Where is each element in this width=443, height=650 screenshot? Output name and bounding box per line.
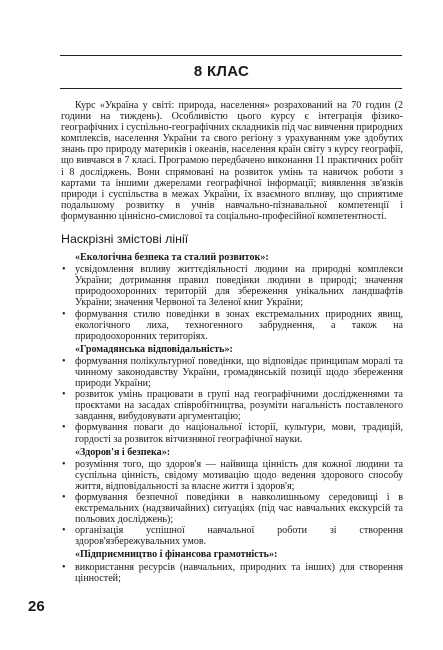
bullet-icon: •: [62, 422, 66, 434]
list-item-text: розуміння того, що здоров'я — найвища цінність для кожної людини та суспільна цінність, свідому мотивацію щодо ведення здорового способу життя, відповідальності за власне життя і здоров'я;: [75, 458, 403, 492]
list-item-text: використання ресурсів (навчальних, природних та інших) для створення цінностей;: [75, 561, 403, 584]
cross-cutting-lines: [61, 252, 403, 584]
list-item: [61, 264, 403, 308]
page-title: 8 КЛАС: [193, 63, 250, 80]
list-item-text: формування безпечної поведінки в навколишньому середовищі і в екстремальних (надзвичайних) ситуаціях (під час навчальних екскурсій та польових досліджень);: [75, 492, 403, 526]
list-item: [61, 389, 403, 422]
line-items-list: [61, 562, 403, 584]
bullet-icon: •: [62, 458, 66, 470]
bullet-icon: •: [62, 308, 66, 320]
line-heading: «Екологічна безпека та сталий розвиток»:: [75, 252, 269, 264]
line-heading: «Громадянська відповідальність»:: [75, 343, 233, 355]
list-item-text: організація успішної навчальної роботи зі створення здоров'язбережувальних умов.: [75, 525, 403, 548]
title-rule-bottom: [60, 88, 402, 89]
page-content: [61, 100, 403, 584]
line-items-list: [61, 459, 403, 548]
list-item-text: формування стилю поведінки в зонах екстремальних природних явищ, екологічного лиха, техногенного забруднення, а також на природоохоронних територіях.: [75, 308, 403, 342]
line-items-list: [61, 356, 403, 445]
list-item: [61, 356, 403, 389]
intro-paragraph: Курс «Україна у світі: природа, населення» розрахований на 70 годин (2 години на тиждень). Особливістю цього курсу є інтеграція фізико-географічних і суспільно-географічних складників під час вивчення природних комплексів, населення України та свого регіону з урахуванням уже здобутих знань про природу материків і океанів, населення країн світу з курсу географії, що вивчався в 7 класі. Програмою передбачено виконання 11 практичних робіт і 8 досліджень. Вони спрямовані на розвиток умінь та навичок роботи з картами та іншими джерелами географічної інформації; виявлення зв'язків природи і суспільства в межах України, їх взаємного впливу, що сприятиме подальшому розвитку в учнів навчально-пізнавальної компетенції і формуванню ціннісно-смислової та соціально-професійної компетентності.: [61, 100, 403, 222]
line-heading: «Підприємництво і фінансова грамотність»:: [75, 549, 278, 561]
bullet-icon: •: [62, 389, 66, 401]
list-item: [61, 309, 403, 342]
bullet-icon: •: [62, 355, 66, 367]
section-heading: Наскрізні змістові лінії: [61, 232, 189, 247]
bullet-icon: •: [62, 492, 66, 503]
list-item-text: усвідомлення впливу життєдіяльності людини на природні комплекси України; дотримання правил поведінки людини в природі; значення природоохоронних територій для збереження унікальних ландшафтів України; значення Червоної та Зеленої книг України;: [75, 264, 403, 309]
bullet-icon: •: [62, 561, 66, 573]
list-item: [61, 525, 403, 547]
bullet-icon: •: [62, 264, 66, 276]
list-item: [61, 562, 403, 584]
list-item-text: розвиток умінь працювати в групі над географічними дослідженнями та проєктами на засадах співробітництва, розуміти нагальність поставленого завдання, вибудовувати аргументацію;: [75, 389, 403, 423]
list-item-text: формування полікультурної поведінки, що відповідає принципам моралі та чинному законодавству України, громадянській позиції щодо збереження природи України;: [75, 355, 403, 390]
title-rule-top: [60, 55, 402, 56]
line-heading: «Здоров'я і безпека»:: [75, 446, 171, 458]
list-item: [61, 492, 403, 525]
page-number: 26: [28, 598, 45, 615]
list-item: [61, 459, 403, 492]
list-item-text: формування поваги до національної історії, культури, мови, традицій, гордості за розвиток вітчизняної географічної науки.: [75, 422, 403, 445]
bullet-icon: •: [62, 525, 66, 537]
line-items-list: [61, 264, 403, 342]
list-item: [61, 422, 403, 444]
